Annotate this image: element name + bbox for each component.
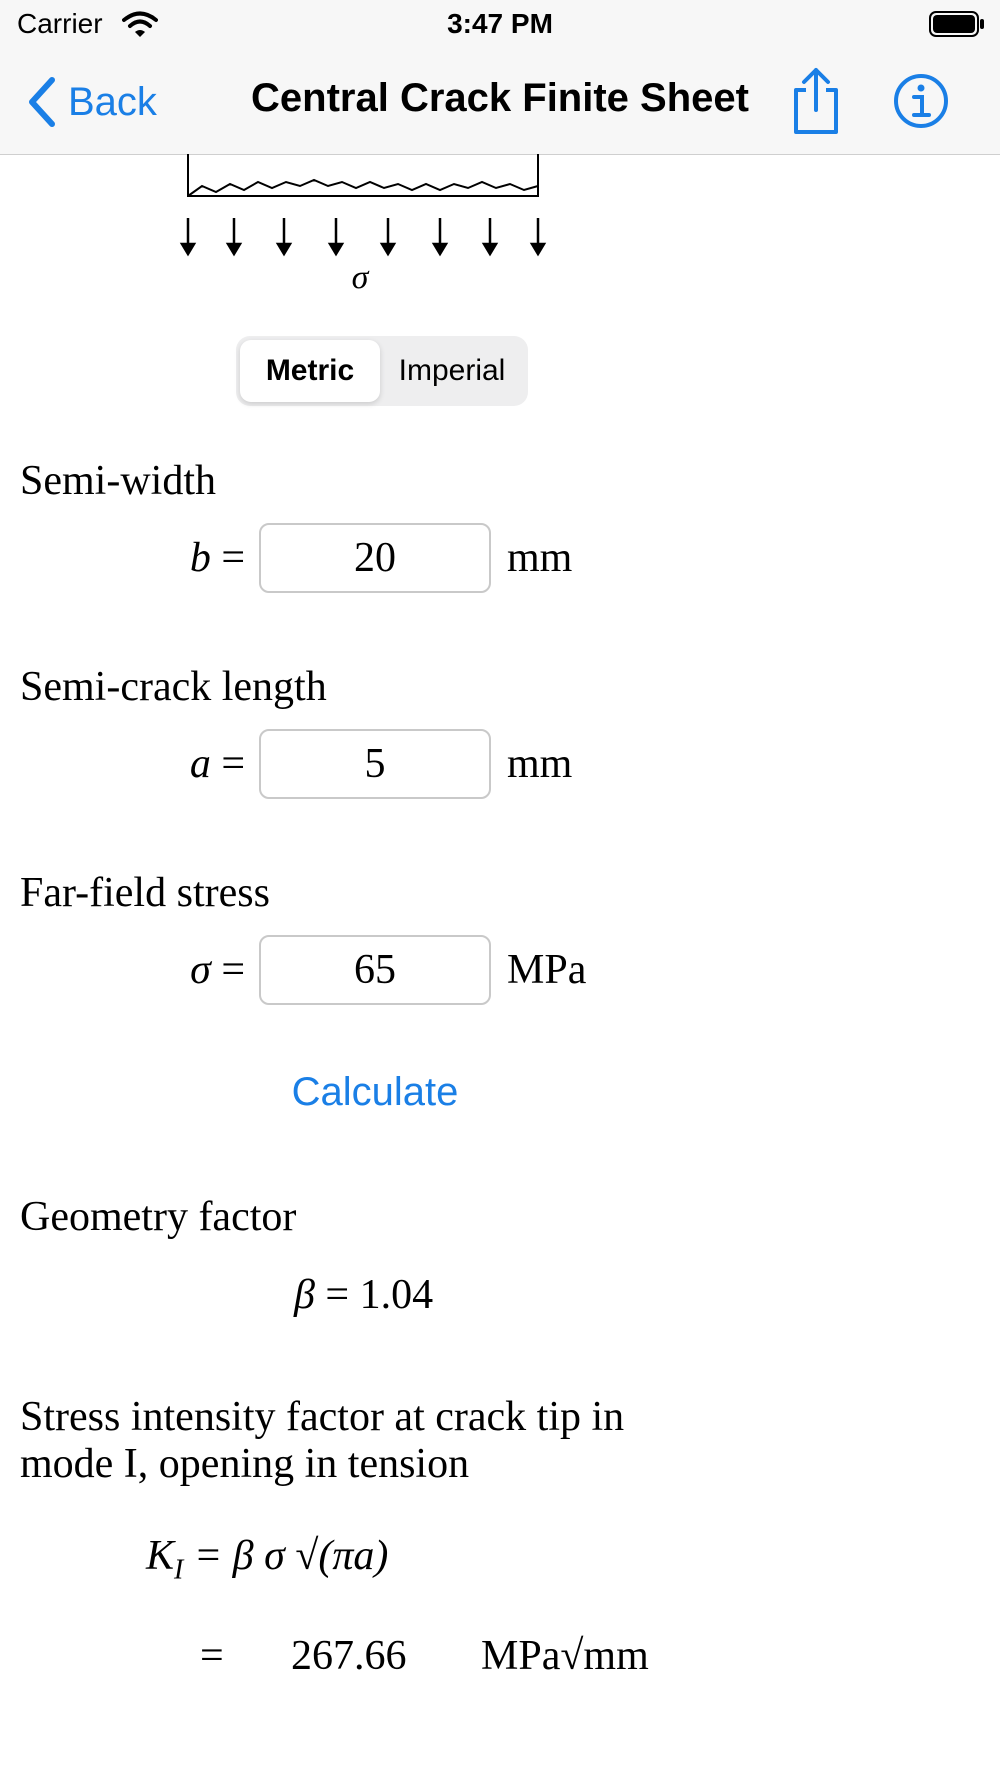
far-field-symbol: σ = (190, 947, 245, 993)
clock: 3:47 PM (447, 8, 553, 39)
info-icon[interactable] (893, 73, 949, 129)
battery-icon (929, 11, 985, 37)
geometry-factor-value: β = 1.04 (294, 1272, 434, 1318)
segment-metric[interactable]: Metric (240, 340, 380, 402)
share-icon[interactable] (788, 66, 844, 138)
semi-width-unit: mm (507, 535, 573, 581)
unit-segmented-control[interactable] (236, 336, 528, 406)
semi-width-input[interactable]: 20 (259, 523, 491, 593)
semi-crack-length-label: Semi-crack length (20, 664, 327, 710)
sif-formula: $K_I = \beta$ σ √(πa) (146, 1533, 389, 1586)
semi-crack-symbol: a = (189, 741, 245, 787)
sif-unit: MPa√mm (481, 1633, 649, 1679)
diagram-stress-label: σ (351, 259, 369, 294)
sif-value: 267.66 (291, 1633, 407, 1679)
far-field-input[interactable]: 65 (259, 935, 491, 1005)
sif-label-line1: Stress intensity factor at crack tip in (20, 1394, 625, 1440)
segment-imperial[interactable]: Imperial (398, 354, 506, 387)
semi-width-symbol: b = (189, 535, 245, 581)
sif-equals: = (200, 1633, 224, 1679)
semi-crack-unit: mm (507, 741, 573, 787)
crack-diagram (140, 154, 580, 294)
calculate-button[interactable]: Calculate (291, 1070, 459, 1114)
semi-crack-input[interactable]: 5 (259, 729, 491, 799)
page-title: Central Crack Finite Sheet (251, 76, 749, 120)
semi-width-label: Semi-width (20, 458, 216, 504)
far-field-unit: MPa (507, 947, 587, 993)
carrier-label: Carrier (17, 8, 103, 39)
geometry-factor-label: Geometry factor (20, 1194, 297, 1240)
sif-label-line2: mode I, opening in tension (20, 1441, 470, 1487)
back-label: Back (68, 79, 157, 124)
far-field-stress-label: Far-field stress (20, 870, 270, 916)
